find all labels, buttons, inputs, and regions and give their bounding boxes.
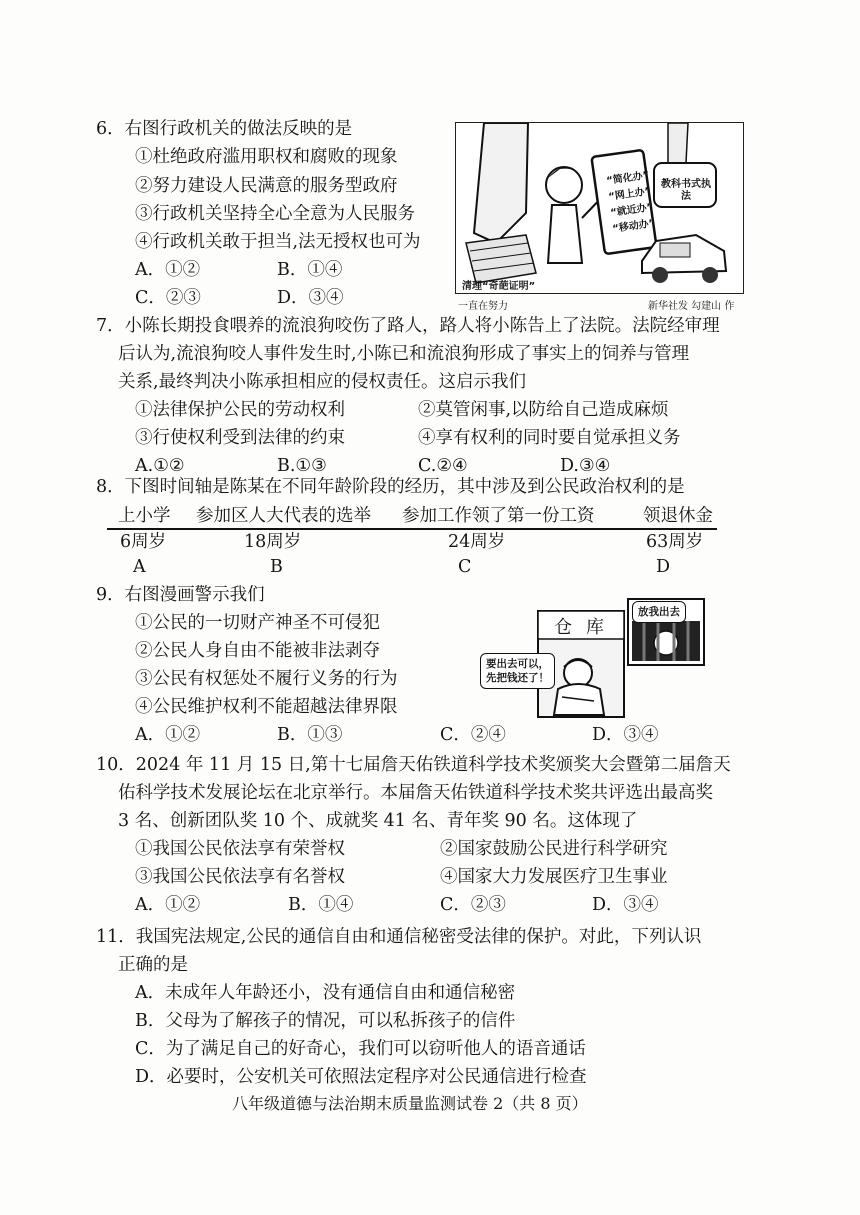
q8-event-4: 领退休金 — [643, 506, 713, 526]
q9-choice-b: B．①③ — [277, 725, 343, 745]
q6-sign-line-4: “移动办” — [611, 218, 656, 235]
q10-choice-d: D．③④ — [592, 895, 659, 915]
q8-age-1: 6周岁 — [120, 532, 167, 552]
q9-choice-a: A．①② — [135, 725, 201, 745]
q9-bubble-left-line-1: 要出去可以， — [486, 658, 549, 670]
q9-bubble-right: 放我出去 — [632, 601, 686, 623]
q8-timeline-axis — [107, 528, 717, 530]
q10-option-1: ①我国公民依法享有荣誉权 — [135, 839, 345, 859]
q6-sign-line-2: “网上办” — [607, 186, 652, 203]
q9-choice-c: C．②④ — [440, 725, 506, 745]
q8-event-3: 参加工作领了第一份工资 — [402, 506, 595, 526]
q10-stem-line-1: 10．2024 年 11 月 15 日,第十七届詹天佑铁道科学技术奖颁奖大会暨第二届詹天 — [96, 755, 731, 775]
q7-stem-line-2: 后认为,流浪狗咬人事件发生时,小陈已和流浪狗形成了事实上的饲养与管理 — [118, 344, 690, 364]
q9-stem: 9．右图漫画警示我们 — [96, 585, 265, 605]
q6-caption-right: 新华社发 勾建山 作 — [648, 301, 735, 312]
q10-choice-c: C．②③ — [440, 895, 506, 915]
q8-event-1: 上小学 — [118, 506, 171, 526]
q9-option-3: ③公民有权惩处不履行义务的行为 — [135, 669, 398, 689]
q8-age-2: 18周岁 — [244, 532, 302, 552]
q7-choice-b: B.①③ — [277, 456, 327, 476]
q6-option-3: ③行政机关坚持全心全意为人民服务 — [135, 204, 415, 224]
q6-sign-line-1: “简化办” — [605, 170, 650, 187]
q6-caption-left: 一直在努力 — [458, 301, 508, 312]
q9-option-1: ①公民的一切财产神圣不可侵犯 — [135, 613, 380, 633]
q9-option-4: ④公民维护权利不能超越法律界限 — [135, 697, 398, 717]
q8-age-4: 63周岁 — [646, 532, 704, 552]
q8-age-3: 24周岁 — [448, 532, 506, 552]
q6-option-4: ④行政机关敢于担当,法无授权也可为 — [135, 232, 421, 252]
q7-stem-line-3: 关系,最终判决小陈承担相应的侵权责任。这启示我们 — [118, 372, 527, 392]
q7-option-1: ①法律保护公民的劳动权利 — [135, 400, 345, 420]
q6-sign-line-3: “就近办” — [609, 202, 654, 219]
q11-option-b: B．父母为了解孩子的情况，可以私拆孩子的信件 — [135, 1011, 516, 1031]
q8-letter-d: D — [656, 557, 671, 577]
q7-option-4: ④享有权利的同时要自觉承担义务 — [418, 428, 681, 448]
page-footer: 八年级道德与法治期末质量监测试卷 2（共 8 页） — [232, 1094, 588, 1113]
q8-letter-b: B — [270, 557, 283, 577]
q6-choice-c: C．②③ — [135, 288, 201, 308]
q7-choice-a: A.①② — [135, 456, 185, 476]
q11-option-c: C．为了满足自己的好奇心，我们可以窃听他人的语音通话 — [135, 1039, 586, 1059]
q9-cartoon — [478, 597, 728, 719]
q8-event-2: 参加区人大代表的选举 — [196, 506, 371, 526]
q10-option-3: ③我国公民依法享有名誉权 — [135, 867, 345, 887]
q6-option-1: ①杜绝政府滥用职权和腐败的现象 — [135, 147, 398, 167]
q6-choice-b: B．①④ — [277, 260, 343, 280]
q9-warehouse-label: 仓库 — [554, 617, 618, 638]
q7-option-2: ②莫管闲事,以防给自己造成麻烦 — [418, 400, 669, 420]
q6-choice-a: A．①② — [135, 260, 201, 280]
q10-stem-line-2: 佑科学技术发展论坛在北京举行。本届詹天佑铁道科学技术奖共评选出最高奖 — [118, 783, 713, 803]
q6-fist-label: 教科书式执法 — [661, 179, 711, 202]
q8-stem: 8．下图时间轴是陈某在不同年龄阶段的经历，其中涉及到公民政治权利的是 — [96, 477, 685, 497]
q10-option-4: ④国家大力发展医疗卫生事业 — [440, 867, 668, 887]
q8-letter-a: A — [133, 557, 146, 577]
q6-stem: 6．右图行政机关的做法反映的是 — [96, 119, 353, 139]
q9-bubble-left — [480, 653, 555, 689]
q10-stem-line-3: 3 名、创新团队奖 10 个、成就奖 41 名、青年奖 90 名。这体现了 — [118, 811, 638, 831]
q6-cartoon — [455, 122, 744, 294]
q7-option-3: ③行使权利受到法律的约束 — [135, 428, 345, 448]
q10-choice-b: B．①④ — [288, 895, 354, 915]
q9-choice-d: D．③④ — [592, 725, 659, 745]
q11-option-d: D．必要时，公安机关可依照法定程序对公民通信进行检查 — [135, 1067, 587, 1087]
q6-option-2: ②努力建设人民满意的服务型政府 — [135, 176, 398, 196]
q10-choice-a: A．①② — [135, 895, 201, 915]
q11-stem-line-2: 正确的是 — [118, 955, 188, 975]
q8-letter-c: C — [458, 557, 472, 577]
q6-paper-label: 清理“奇葩证明” — [462, 281, 536, 292]
q9-option-2: ②公民人身自由不能被非法剥夺 — [135, 641, 380, 661]
q9-bubble-left-line-2: 先把钱还了！ — [486, 672, 549, 684]
q11-stem-line-1: 11．我国宪法规定,公民的通信自由和通信秘密受法律的保护。对此，下列认识 — [96, 927, 702, 947]
q6-cartoon-drawing — [456, 123, 743, 293]
q7-choice-d: D.③④ — [560, 456, 611, 476]
q6-choice-d: D．③④ — [277, 288, 344, 308]
q11-option-a: A．未成年人年龄还小，没有通信自由和通信秘密 — [135, 983, 516, 1003]
q7-choice-c: C.②④ — [418, 456, 468, 476]
q10-option-2: ②国家鼓励公民进行科学研究 — [440, 839, 668, 859]
q7-stem-line-1: 7．小陈长期投食喂养的流浪狗咬伤了路人，路人将小陈告上了法院。法院经审理 — [96, 316, 720, 336]
